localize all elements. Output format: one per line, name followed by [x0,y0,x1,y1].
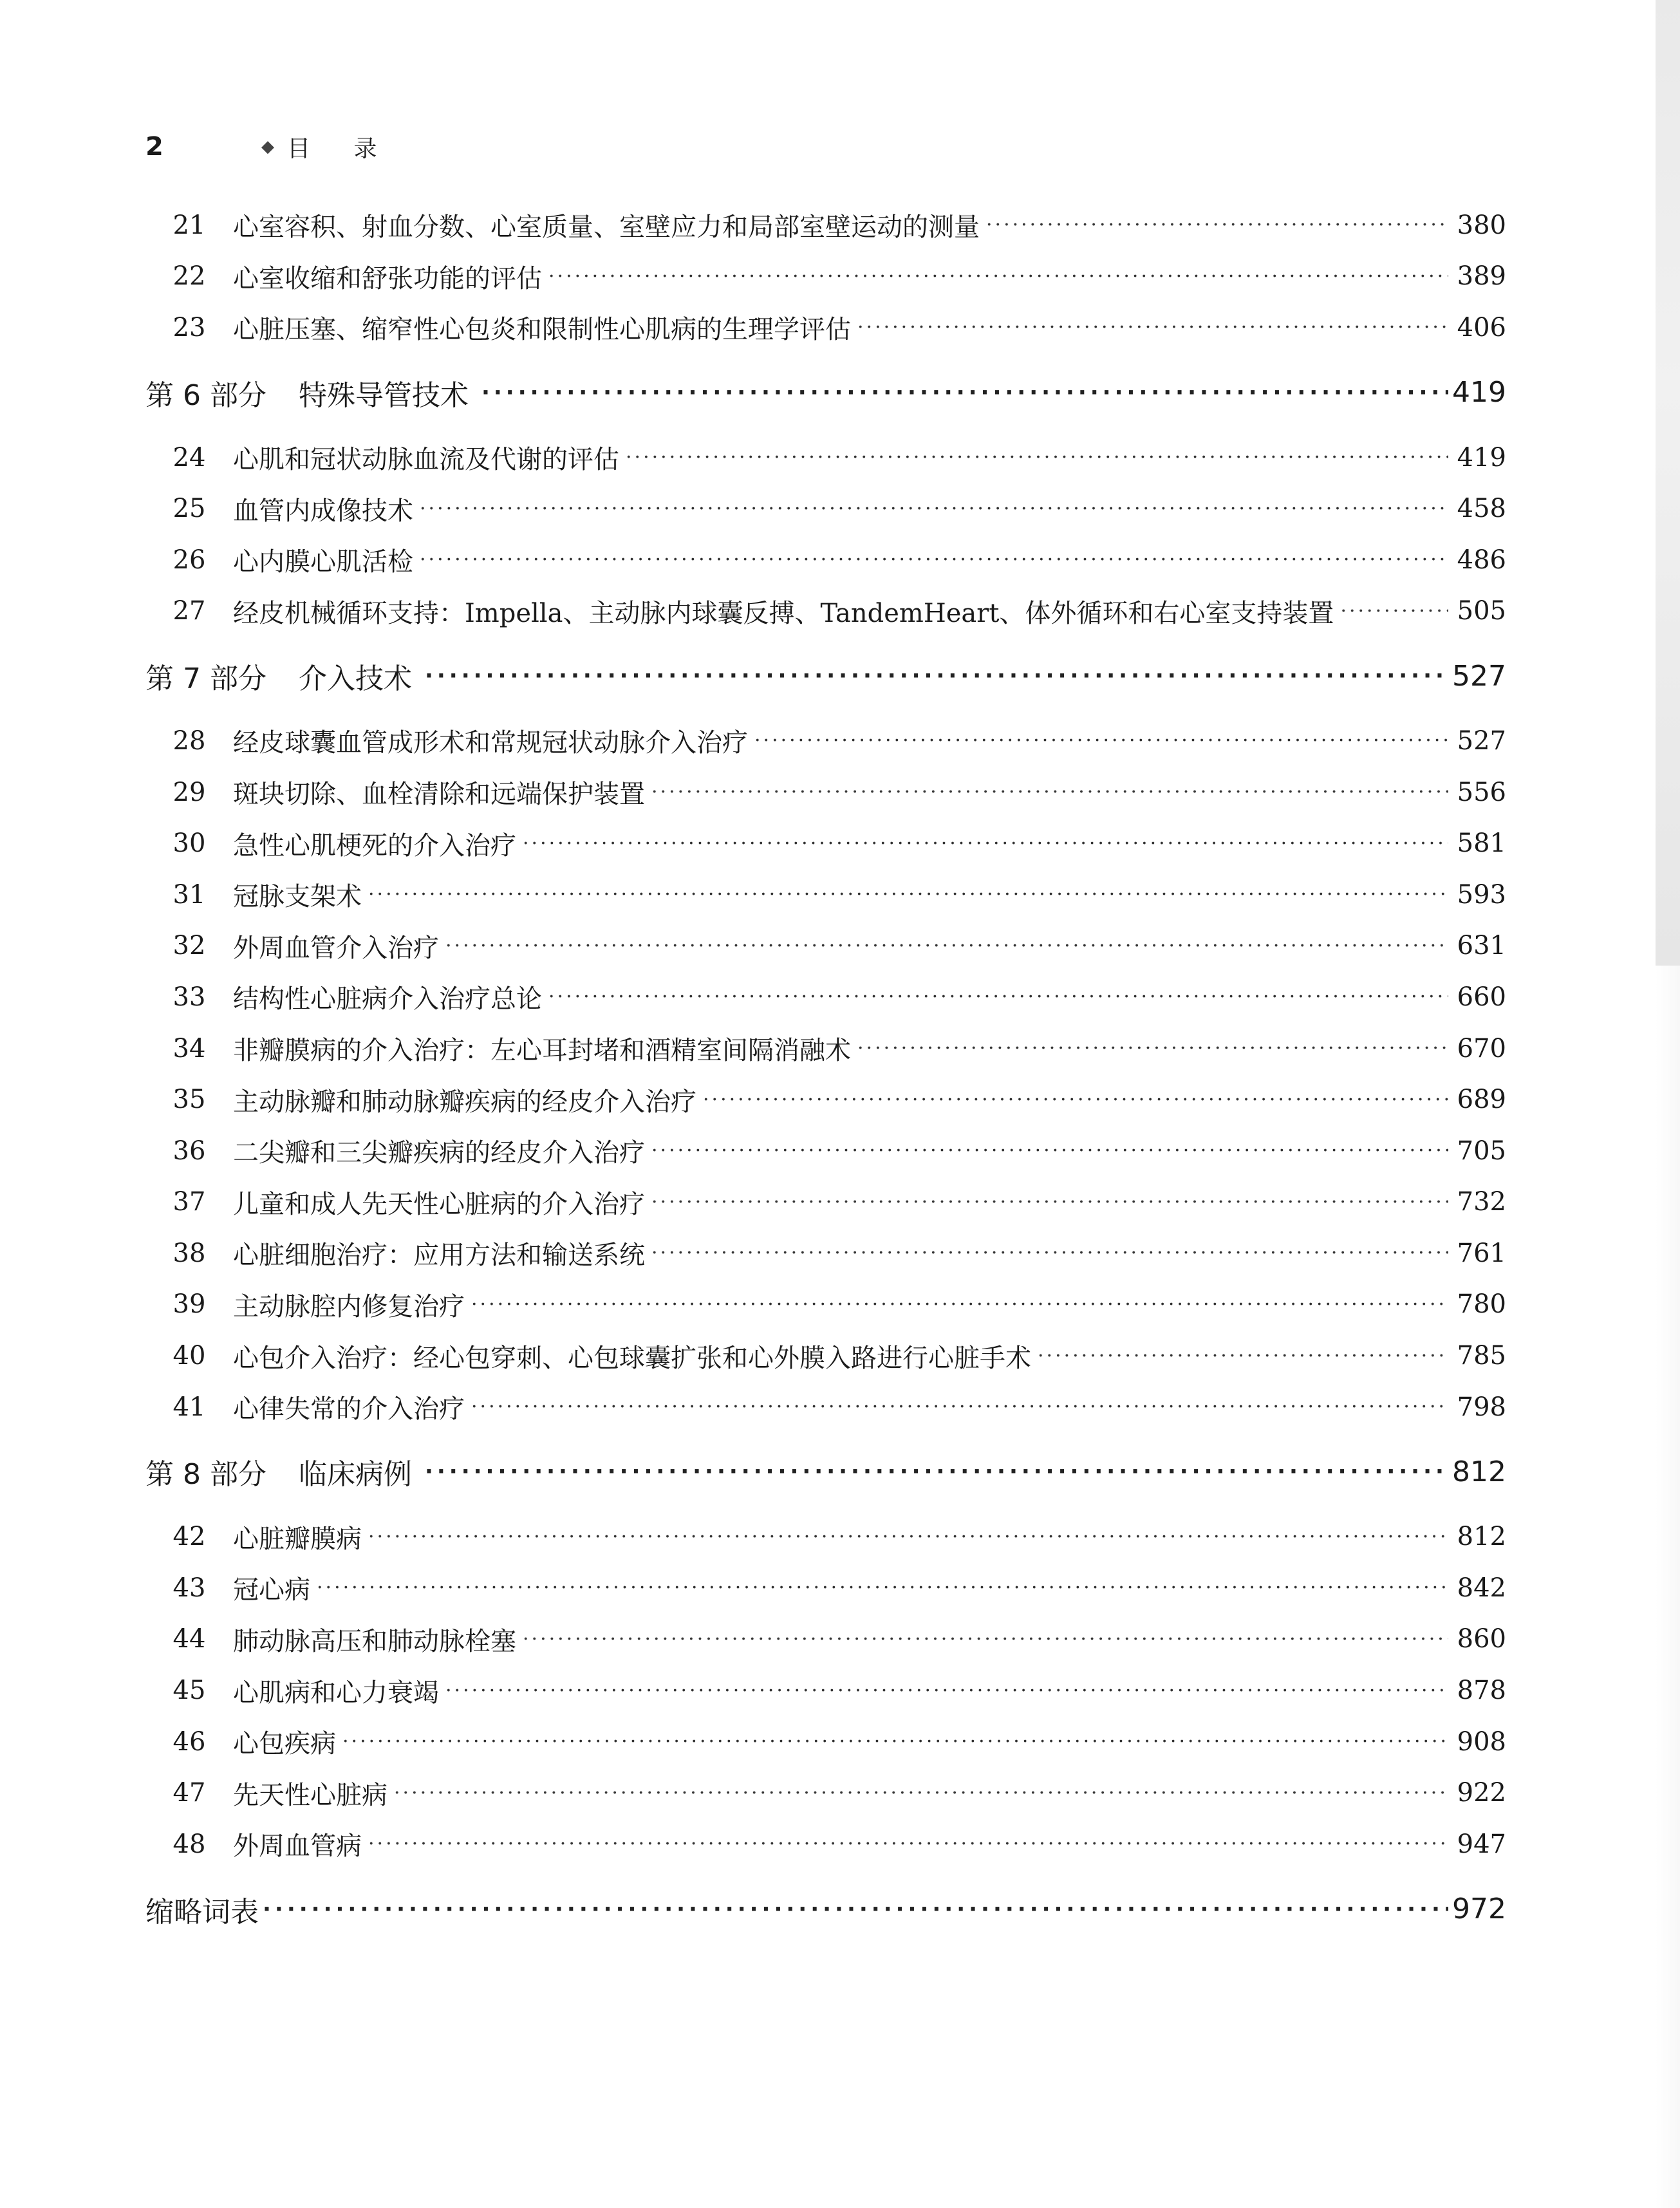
page-ref: 406 [1457,312,1506,342]
chapter-number: 37 [173,1187,206,1217]
leader-dots [425,663,1448,689]
chapter-number: 33 [173,982,206,1012]
chapter-title: 斑块切除、血栓清除和远端保护装置 [233,780,645,810]
page-header [145,129,395,165]
page-ref: 593 [1457,879,1506,910]
chapter-number: 27 [173,596,206,626]
leader-dots [368,1833,1448,1855]
chapter-title: 心内膜心肌活检 [233,547,413,577]
toc-entry[interactable] [145,921,1506,972]
page-ref: 785 [1457,1341,1506,1371]
leader-dots [651,1242,1448,1264]
chapter-number: 39 [173,1289,206,1320]
part-label: 第 8 部分 [145,1458,266,1492]
chapter-title: 二尖瓣和三尖瓣疾病的经皮介入治疗 [233,1138,645,1168]
chapter-number: 26 [173,545,206,575]
toc-entry[interactable] [145,1819,1506,1870]
chapter-number: 21 [173,210,206,240]
toc-entry[interactable] [145,869,1506,921]
part-heading[interactable] [145,353,1506,432]
leader-dots [368,883,1448,906]
leader-dots [626,446,1448,469]
page-ref: 689 [1457,1085,1506,1115]
leader-dots [754,729,1448,752]
leader-dots [986,214,1448,236]
page-number: 2 [145,132,163,162]
chapter-number: 35 [173,1085,206,1115]
leader-dots [523,832,1448,855]
chapter-number: 22 [173,261,206,292]
chapter-number: 42 [173,1522,206,1552]
chapter-title: 先天性心脏病 [233,1780,387,1810]
toc-entry[interactable] [145,586,1506,637]
chapter-title: 心肌和冠状动脉血流及代谢的评估 [233,445,619,475]
page-ref: 922 [1457,1778,1506,1808]
chapter-title: 结构性心脏病介入治疗总论 [233,984,542,1015]
page-ref: 798 [1457,1392,1506,1422]
toc-entry[interactable] [145,1125,1506,1177]
abbreviations-title: 缩略词表 [145,1895,259,1929]
chapter-title: 心肌病和心力衰竭 [233,1678,439,1708]
part-heading[interactable] [145,637,1506,715]
page-ref: 780 [1457,1289,1506,1320]
chapter-number: 48 [173,1829,206,1859]
page-ref: 458 [1457,494,1506,524]
part-title: 介入技术 [298,662,412,696]
chapter-number: 38 [173,1238,206,1268]
toc-entry[interactable] [145,1614,1506,1665]
chapter-group [145,715,1506,1432]
chapter-number: 24 [173,442,206,472]
chapter-title: 非瓣膜病的介入治疗：左心耳封堵和酒精室间隔消融术 [233,1036,851,1066]
chapter-number: 31 [173,879,206,910]
toc-entry[interactable] [145,1330,1506,1381]
page-ref: 732 [1457,1187,1506,1217]
diamond-icon: ◆ [261,137,274,156]
chapter-group [145,200,1506,353]
chapter-number: 45 [173,1676,206,1706]
running-title: 目 录 [287,135,395,162]
chapter-number: 32 [173,931,206,961]
toc-entry[interactable] [145,1228,1506,1279]
leader-dots [420,548,1448,571]
chapter-group [145,432,1506,637]
page-ref: 581 [1457,828,1506,859]
chapter-number: 25 [173,494,206,524]
leader-dots [1340,600,1448,622]
leader-dots [651,1139,1448,1162]
chapter-number: 46 [173,1726,206,1757]
toc-entry[interactable] [145,1511,1506,1562]
leader-dots [703,1089,1448,1111]
leader-dots [263,1896,1448,1922]
chapter-title: 心脏瓣膜病 [233,1524,362,1554]
leader-dots [425,1459,1448,1484]
page-ref: 556 [1457,777,1506,807]
chapter-title: 外周血管介入治疗 [233,933,439,963]
chapter-title: 外周血管病 [233,1831,362,1862]
chapter-number: 44 [173,1624,206,1654]
page-ref: 486 [1457,545,1506,575]
page-ref: 419 [1457,442,1506,472]
page-ref: 380 [1457,210,1506,240]
toc-entry[interactable] [145,1716,1506,1768]
leader-dots [445,1679,1448,1702]
chapter-title: 心室容积、射血分数、心室质量、室壁应力和局部室壁运动的测量 [233,212,980,243]
page-ref: 505 [1457,596,1506,626]
chapter-title: 儿童和成人先天性心脏病的介入治疗 [233,1189,645,1219]
page-ref: 878 [1457,1676,1506,1706]
page-ref: 972 [1452,1893,1506,1926]
leader-dots [471,1293,1448,1316]
toc-entry[interactable] [145,715,1506,767]
toc-entry[interactable] [145,534,1506,586]
leader-dots [481,380,1448,406]
page-ref: 761 [1457,1238,1506,1268]
toc-entry[interactable] [145,1665,1506,1716]
page-ref: 812 [1452,1455,1506,1488]
chapter-number: 43 [173,1573,206,1603]
chapter-number: 30 [173,828,206,859]
chapter-title: 主动脉腔内修复治疗 [233,1291,465,1322]
leader-dots [317,1576,1448,1599]
chapter-number: 40 [173,1341,206,1371]
chapter-title: 心律失常的介入治疗 [233,1394,465,1425]
leader-dots [548,986,1448,1008]
chapter-title: 急性心肌梗死的介入治疗 [233,830,516,861]
page-ref: 389 [1457,261,1506,292]
leader-dots [342,1730,1448,1753]
chapter-number: 41 [173,1392,206,1422]
chapter-number: 23 [173,312,206,342]
page-ref: 527 [1457,725,1506,756]
abbreviations-heading[interactable] [145,1870,1506,1949]
leader-dots [420,498,1448,520]
chapter-group [145,1511,1506,1869]
toc-entry[interactable] [145,432,1506,483]
leader-dots [651,781,1448,803]
page-ref: 705 [1457,1136,1506,1166]
chapter-title: 经皮机械循环支持：Impella、主动脉内球囊反搏、TandemHeart、体外循环和右心室支持装置 [233,598,1334,628]
leader-dots [394,1782,1448,1804]
page-edge-decoration [1656,0,1680,966]
page-ref: 947 [1457,1829,1506,1859]
chapter-title: 心包疾病 [233,1729,336,1759]
toc-entry[interactable] [145,200,1506,251]
chapter-title: 冠脉支架术 [233,882,362,912]
toc-entry[interactable] [145,1023,1506,1074]
page-ref: 527 [1452,659,1506,693]
toc-entry[interactable] [145,1279,1506,1331]
toc-entry[interactable] [145,818,1506,869]
chapter-title: 心脏细胞治疗：应用方法和输送系统 [233,1240,645,1271]
leader-dots [857,316,1448,339]
chapter-number: 29 [173,777,206,807]
page-ref: 812 [1457,1522,1506,1552]
toc-entry[interactable] [145,1767,1506,1819]
leader-dots [651,1191,1448,1213]
toc-entry[interactable] [145,1562,1506,1614]
part-title: 特殊导管技术 [298,379,469,412]
chapter-title: 心脏压塞、缩窄性心包炎和限制性心肌病的生理学评估 [233,315,851,345]
leader-dots [445,935,1448,957]
chapter-number: 34 [173,1033,206,1063]
table-of-contents [145,200,1506,1949]
leader-dots [368,1526,1448,1548]
page-ref: 908 [1457,1726,1506,1757]
toc-entry[interactable] [145,251,1506,303]
part-label: 第 7 部分 [145,662,266,696]
toc-entry[interactable] [145,302,1506,353]
chapter-title: 心包介入治疗：经心包穿刺、心包球囊扩张和心外膜入路进行心脏手术 [233,1343,1031,1373]
part-label: 第 6 部分 [145,379,266,412]
toc-entry[interactable] [145,971,1506,1023]
page-ref: 631 [1457,931,1506,961]
page-ref: 670 [1457,1033,1506,1063]
chapter-title: 肺动脉高压和肺动脉栓塞 [233,1626,516,1656]
page-ref: 419 [1452,376,1506,409]
chapter-number: 36 [173,1136,206,1166]
chapter-title: 心室收缩和舒张功能的评估 [233,263,542,294]
toc-entry[interactable] [145,1177,1506,1228]
toc-entry[interactable] [145,1381,1506,1433]
toc-entry[interactable] [145,767,1506,818]
page-ref: 842 [1457,1573,1506,1603]
leader-dots [523,1628,1448,1651]
chapter-number: 28 [173,725,206,756]
part-heading[interactable] [145,1432,1506,1511]
page-ref: 660 [1457,982,1506,1012]
page-ref: 860 [1457,1624,1506,1654]
part-title: 临床病例 [298,1458,412,1492]
chapter-title: 经皮球囊血管成形术和常规冠状动脉介入治疗 [233,728,748,758]
leader-dots [1038,1345,1448,1367]
chapter-title: 冠心病 [233,1575,310,1605]
toc-entry[interactable] [145,483,1506,534]
chapter-title: 血管内成像技术 [233,496,413,526]
chapter-title: 主动脉瓣和肺动脉瓣疾病的经皮介入治疗 [233,1087,696,1117]
chapter-number: 47 [173,1778,206,1808]
leader-dots [857,1037,1448,1060]
leader-dots [548,265,1448,288]
toc-entry[interactable] [145,1074,1506,1125]
leader-dots [471,1396,1448,1418]
